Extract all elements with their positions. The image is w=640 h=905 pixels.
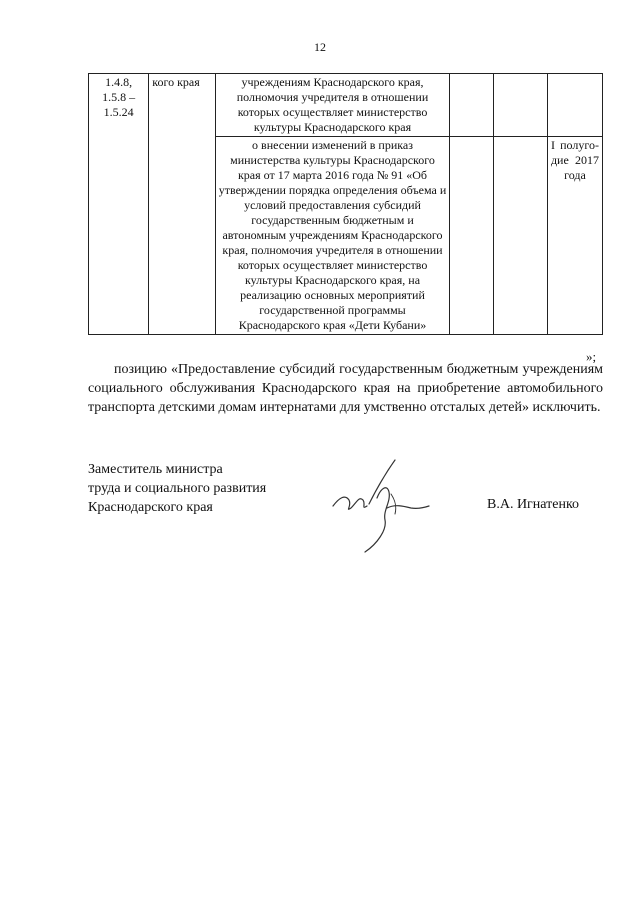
empty-cell — [450, 74, 494, 137]
signatory-line: Краснодарского края — [88, 500, 213, 515]
item-number-line: 1.5.24 — [103, 105, 134, 119]
body-paragraph: позицию «Предоставление субсидий государственным бюджетным учреждениям социального обслуживания Краснодарского края на приобретение автомобильного транспорта детскими домам интернатами для умственно отсталых детей» исключить. — [88, 362, 603, 415]
term-line: года — [564, 168, 586, 182]
term-line: I полуго- — [550, 138, 599, 152]
item-number-cell — [89, 74, 149, 335]
document-table — [88, 73, 603, 335]
signatory-name: В.А. Игнатенко — [487, 497, 580, 512]
term-line: дие 2017 — [550, 153, 599, 167]
content-cell: о внесении изменений в приказ министерства культуры Краснодарского края от 17 марта 2016 года № 91 «Об утверждении порядка определения объема и условий предоставления субсидий государственным бюджетным и автономным учреждениям Краснодарского края, полномочия учредителя в отношении которых осуществляет министерство культуры Краснодарского края, на реализацию основных мероприятий государственной программы Краснодарского края «Дети Кубани» — [215, 137, 450, 335]
table-row — [89, 74, 603, 137]
signatory-title — [88, 460, 266, 517]
page-number: 12 — [314, 40, 326, 54]
item-number-line: 1.4.8, — [105, 75, 133, 89]
signatory-line: Заместитель министра — [88, 462, 223, 477]
empty-cell — [493, 137, 547, 335]
empty-cell — [450, 137, 494, 335]
content-cell: учреждениям Краснодарского края, полномочия учредителя в отношении которых осуществляет министерство культуры Краснодарского края — [215, 74, 450, 137]
empty-cell — [547, 74, 602, 137]
empty-cell — [493, 74, 547, 137]
actor-cell: кого края — [149, 74, 215, 335]
term-cell — [547, 137, 602, 335]
signatory-line: труда и социального развития — [88, 481, 267, 496]
handwritten-signature — [325, 448, 435, 558]
closing-quote: »; — [586, 349, 597, 364]
item-number-line: 1.5.8 – — [102, 90, 136, 104]
